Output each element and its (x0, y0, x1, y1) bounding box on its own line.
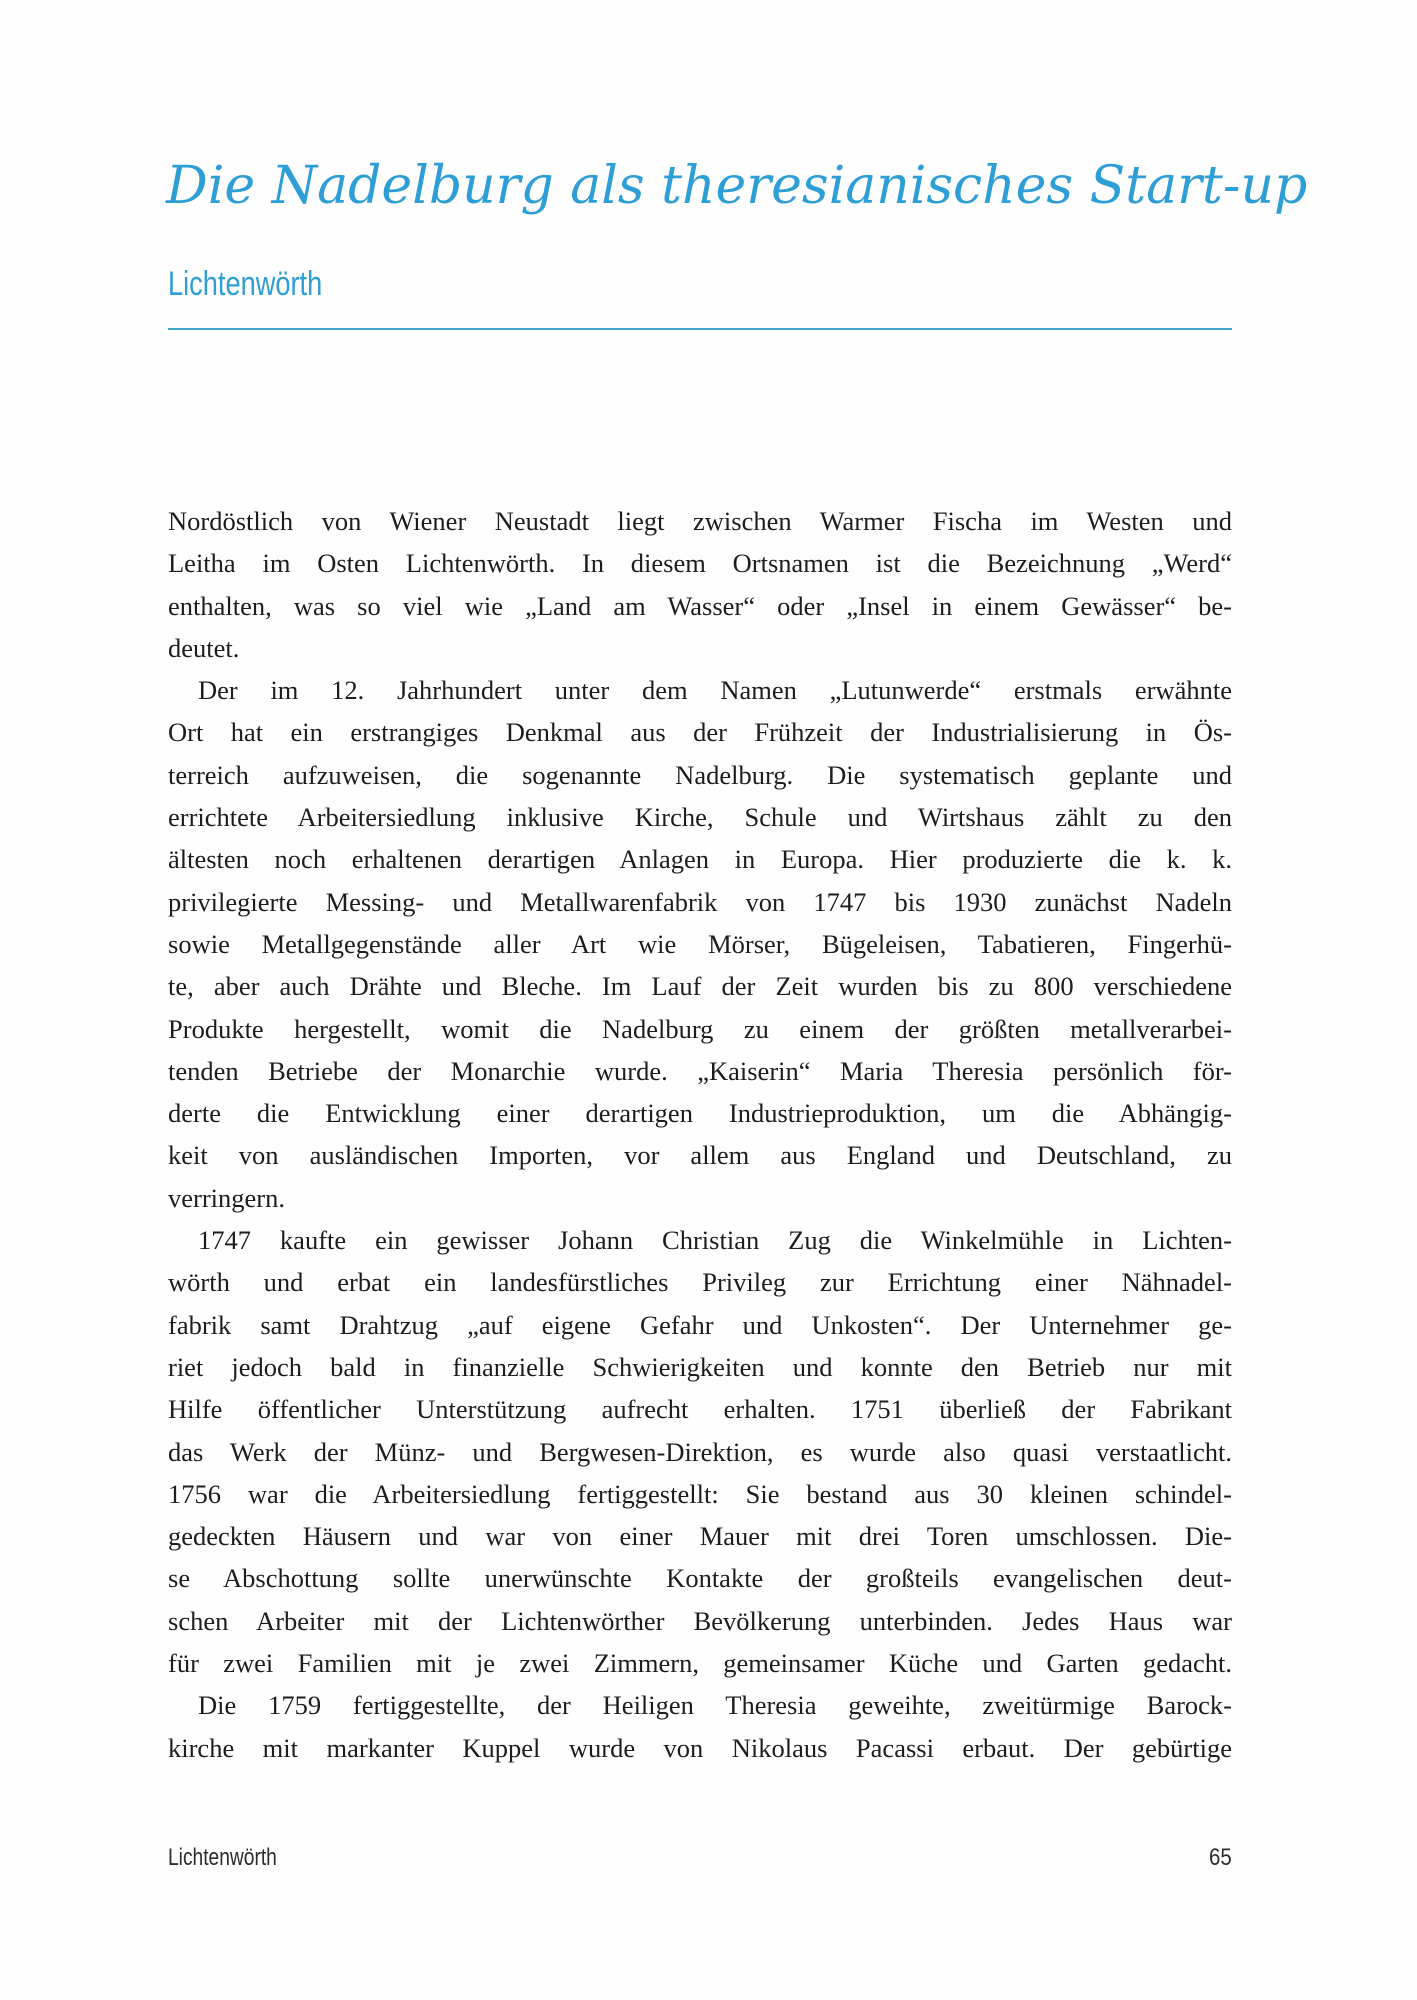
text-line: schen Arbeiter mit der Lichtenwörther Bevölkerung unterbinden. Jedes Haus war (168, 1605, 1232, 1636)
text-line: Produkte hergestellt, womit die Nadelburg zu einem der größten metallverarbei- (168, 1013, 1232, 1044)
text-line: te, aber auch Drähte und Bleche. Im Lauf der Zeit wurden bis zu 800 verschiedene (168, 971, 1232, 1002)
text-line: Ort hat ein erstrangiges Denkmal aus der Frühzeit der Industrialisierung in Ös- (168, 717, 1232, 748)
paragraph (168, 1684, 1232, 1769)
footer-page-number: 65 (1209, 1844, 1232, 1871)
text-line: Der im 12. Jahrhundert unter dem Namen „Lutunwerde“ erstmals erwähnte (198, 675, 1232, 706)
text-line: ältesten noch erhaltenen derartigen Anlagen in Europa. Hier produzierte die k. k. (168, 844, 1232, 875)
text-line: errichtete Arbeitersiedlung inklusive Kirche, Schule und Wirtshaus zählt zu den (168, 802, 1232, 833)
body-text (168, 500, 1232, 1769)
text-line: für zwei Familien mit je zwei Zimmern, gemeinsamer Küche und Garten gedacht. (168, 1648, 1232, 1679)
text-line: wörth und erbat ein landesfürstliches Privileg zur Errichtung einer Nähnadel- (168, 1267, 1232, 1298)
text-line: deutet. (168, 632, 240, 663)
text-line: tenden Betriebe der Monarchie wurde. „Kaiserin“ Maria Theresia persönlich för- (168, 1055, 1232, 1086)
footer-running-head: Lichtenwörth (168, 1844, 277, 1871)
text-line: Leitha im Osten Lichtenwörth. In diesem Ortsnamen ist die Bezeichnung „Werd“ (168, 548, 1232, 579)
text-line: enthalten, was so viel wie „Land am Wasser“ oder „Insel in einem Gewässer“ be- (168, 590, 1232, 621)
page-title: Die Nadelburg als theresianisches Start-up (166, 156, 1308, 216)
paragraph (168, 500, 1232, 669)
text-line: gedeckten Häusern und war von einer Mauer mit drei Toren umschlossen. Die- (168, 1521, 1232, 1552)
text-line: riet jedoch bald in finanzielle Schwierigkeiten und konnte den Betrieb nur mit (168, 1351, 1232, 1382)
text-line: keit von ausländischen Importen, vor allem aus England und Deutschland, zu (168, 1140, 1232, 1171)
text-line: derte die Entwicklung einer derartigen Industrieproduktion, um die Abhängig- (168, 1098, 1232, 1129)
text-line: Nordöstlich von Wiener Neustadt liegt zwischen Warmer Fischa im Westen und (168, 506, 1232, 536)
paragraph (168, 1219, 1232, 1684)
text-line: verringern. (168, 1182, 285, 1213)
text-line: 1747 kaufte ein gewisser Johann Christian Zug die Winkelmühle in Lichten- (198, 1225, 1232, 1256)
text-line: Die 1759 fertiggestellte, der Heiligen Theresia geweihte, zweitürmige Barock- (198, 1690, 1232, 1721)
text-line: privilegierte Messing- und Metallwarenfabrik von 1747 bis 1930 zunächst Nadeln (168, 886, 1232, 917)
text-line: kirche mit markanter Kuppel wurde von Nikolaus Pacassi erbaut. Der gebürtige (168, 1732, 1232, 1763)
text-line: se Abschottung sollte unerwünschte Kontakte der großteils evangelischen deut- (168, 1563, 1232, 1594)
section-subtitle: Lichtenwörth (168, 265, 323, 303)
text-line: 1756 war die Arbeitersiedlung fertiggestellt: Sie bestand aus 30 kleinen schindel- (168, 1478, 1232, 1509)
paragraph (168, 669, 1232, 1219)
text-line: Hilfe öffentlicher Unterstützung aufrecht erhalten. 1751 überließ der Fabrikant (168, 1394, 1232, 1425)
text-line: fabrik samt Drahtzug „auf eigene Gefahr und Unkosten“. Der Unternehmer ge- (168, 1309, 1232, 1340)
divider-rule (168, 328, 1232, 330)
text-line: terreich aufzuweisen, die sogenannte Nadelburg. Die systematisch geplante und (168, 759, 1232, 790)
text-line: das Werk der Münz- und Bergwesen-Direktion, es wurde also quasi verstaatlicht. (168, 1436, 1232, 1467)
text-line: sowie Metallgegenstände aller Art wie Mörser, Bügeleisen, Tabatieren, Fingerhü- (168, 928, 1232, 959)
